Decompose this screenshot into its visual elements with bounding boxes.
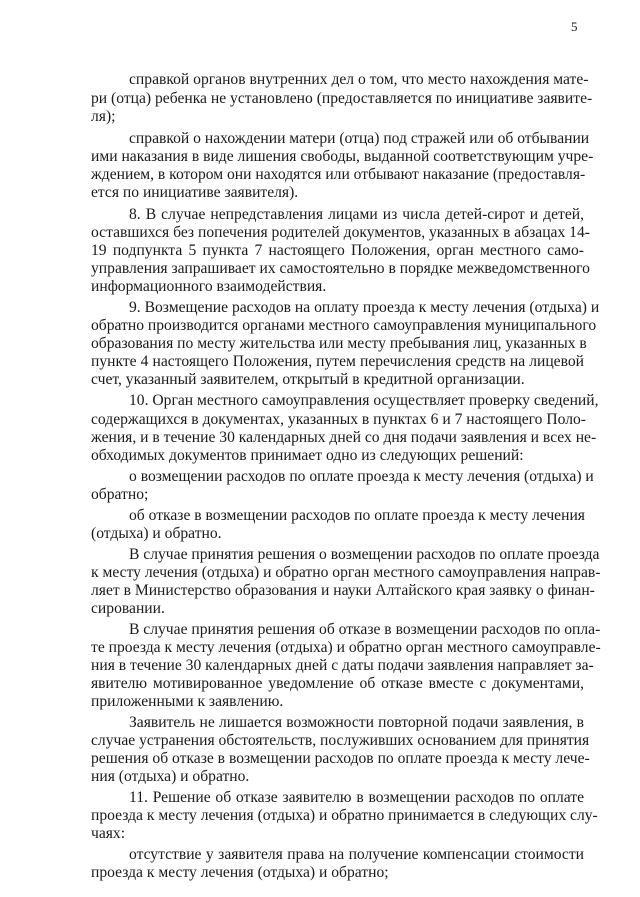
text-line: образования по месту жительства или месту пребывания лиц, указанных в	[91, 335, 587, 352]
text-line: ля);	[91, 108, 116, 125]
text-line: 19 подпункта 5 пункта 7 настоящего Положения, орган местного само-	[91, 242, 584, 259]
page-number: 5	[571, 19, 578, 34]
text-line: информационного взаимодействия.	[91, 278, 327, 295]
text-line: обратно производится органами местного самоуправления муниципального	[91, 317, 597, 334]
text-line: жения, и в течение 30 календарных дней со дня подачи заявления и всех не-	[91, 429, 597, 446]
text-line: счет, указанный заявителем, открытый в кредитной организации.	[91, 371, 525, 388]
text-line: Заявитель не лишается возможности повторной подачи заявления, в	[129, 714, 584, 731]
text-line: В случае принятия решения о возмещении расходов по оплате проезда	[129, 546, 600, 563]
text-line: обратно;	[91, 486, 149, 503]
text-line: чаях:	[91, 825, 126, 842]
text-line: отсутствие у заявителя права на получение компенсации стоимости	[129, 846, 584, 863]
text-line: 11. Решение об отказе заявителю в возмещении расходов по оплате	[129, 789, 584, 806]
text-line: пункте 4 настоящего Положения, путем перечисления средств на лицевой	[91, 353, 584, 370]
text-line: 9. Возмещение расходов на оплату проезда к месту лечения (отдыха) и	[129, 299, 600, 316]
text-line: ляет в Министерство образования и науки Алтайского края заявку о финан-	[91, 582, 595, 599]
text-line: 8. В случае непредставления лицами из числа детей-сирот и детей,	[129, 206, 584, 223]
text-line: обходимых документов принимает одно из следующих решений:	[91, 447, 524, 464]
text-line: ния (отдыха) и обратно.	[91, 768, 250, 785]
text-line: содержащихся в документах, указанных в пунктах 6 и 7 настоящего Поло-	[91, 411, 587, 428]
text-line: приложенными к заявлению.	[91, 693, 284, 710]
text-line: справкой органов внутренних дел о том, что место нахождения мате-	[129, 71, 589, 88]
text-line: ждением, в котором они находятся или отбывают наказание (предоставля-	[91, 166, 586, 183]
text-line: о возмещении расходов по оплате проезда к месту лечения (отдыха) и	[129, 468, 594, 485]
text-line: (отдыха) и обратно.	[91, 525, 222, 542]
text-line: ри (отца) ребенка не установлено (предоставляется по инициативе заявите-	[91, 90, 593, 107]
text-line: сировании.	[91, 600, 165, 617]
text-line: к месту лечения (отдыха) и обратно орган местного самоуправления направ-	[91, 564, 601, 581]
text-line: справкой о нахождении матери (отца) под стражей или об отбывании	[129, 130, 590, 147]
text-line: 10. Орган местного самоуправления осуществляет проверку сведений,	[129, 392, 599, 409]
text-line: управления запрашивает их самостоятельно в порядке межведомственного	[91, 260, 590, 277]
text-line: ется по инициативе заявителя).	[91, 184, 299, 201]
text-line: те проезда к месту лечения (отдыха) и обратно орган местного самоуправле-	[91, 639, 601, 656]
text-line: ния в течение 30 календарных дней с даты подачи заявления направляет за-	[91, 657, 594, 674]
text-line: оставшихся без попечения родителей документов, указанных в абзацах 14-	[91, 224, 590, 241]
text-line: В случае принятия решения об отказе в возмещении расходов по опла-	[129, 621, 601, 638]
text-line: случае устранения обстоятельств, послуживших основанием для принятия	[91, 732, 590, 749]
text-line: решения об отказе в возмещении расходов по оплате проезда к месту лече-	[91, 750, 590, 767]
text-line: ими наказания в виде лишения свободы, выданной соответствующим учре-	[91, 148, 594, 165]
text-line: об отказе в возмещении расходов по оплате проезда к месту лечения	[129, 507, 585, 524]
text-line: проезда к месту лечения (отдыха) и обратно принимается в следующих слу-	[91, 807, 598, 824]
text-line: явителю мотивированное уведомление об отказе вместе с документами,	[91, 675, 584, 692]
text-line: проезда к месту лечения (отдыха) и обратно;	[91, 864, 389, 881]
